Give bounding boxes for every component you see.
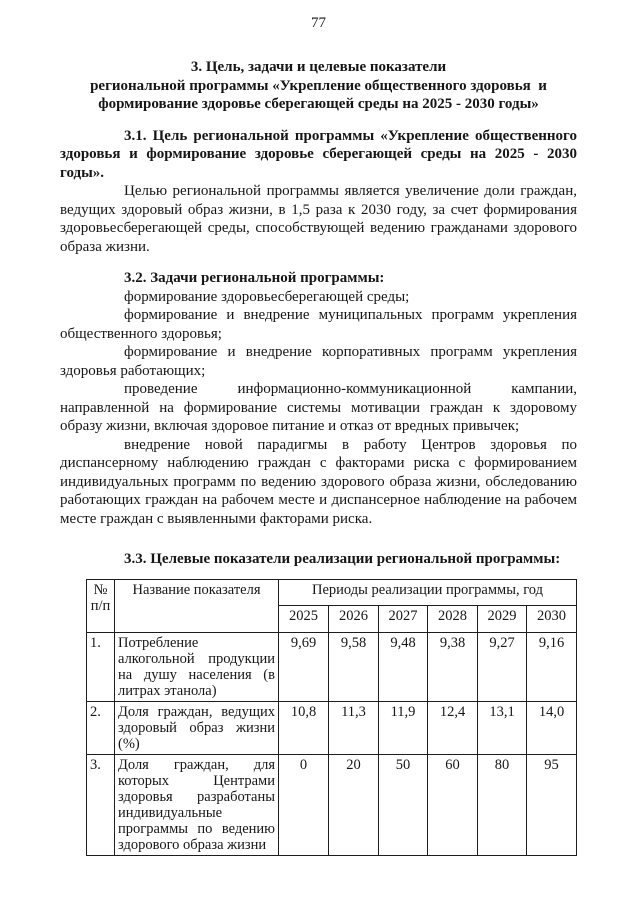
value-cell: 13,1 (478, 701, 527, 754)
value-cell: 9,16 (527, 632, 577, 701)
section-3-1-heading: 3.1. Цель региональной программы «Укрепление общественного здоровья и формирование здоровье сберегающей среды на 2025 - 2030 годы». (60, 127, 577, 181)
section-3-3-heading: 3.3. Целевые показатели реализации региональной программы: (124, 551, 561, 567)
title-line-2: региональной программы «Укрепление общественного здоровья и (90, 77, 547, 94)
year-header-2028: 2028 (428, 605, 478, 632)
num-column-header: № п/п (87, 579, 115, 632)
value-cell: 20 (329, 754, 379, 855)
targets-table (86, 579, 577, 856)
row-number-cell: 2. (87, 701, 115, 754)
value-cell: 10,8 (279, 701, 329, 754)
section-3-1-paragraph: Целью региональной программы является увеличение доли граждан, ведущих здоровый образ жизни, в 1,5 раза к 2030 году, за счет формирования здоровьесберегающей среды, способствующей ведению гражданами здорового образа жизни. (60, 183, 577, 255)
indicator-name-cell: Потребление алкогольной продукции на душу населения (в литрах этанола) (115, 632, 279, 701)
value-cell: 9,69 (279, 632, 329, 701)
task-item-4: проведение информационно-коммуникационной кампании, направленной на формирование системы мотивации граждан к здоровому образу жизни, включая здоровое питание и отказ от вредных привычек; (60, 381, 577, 434)
task-item-1: формирование здоровьесберегающей среды; (124, 288, 410, 305)
table-row-2 (87, 701, 577, 754)
value-cell: 9,38 (428, 632, 478, 701)
value-cell: 60 (428, 754, 478, 855)
value-cell: 95 (527, 754, 577, 855)
page-number: 77 (311, 15, 326, 31)
value-cell: 12,4 (428, 701, 478, 754)
year-header-2025: 2025 (279, 605, 329, 632)
year-header-2030: 2030 (527, 605, 577, 632)
year-header-2027: 2027 (379, 605, 428, 632)
value-cell: 11,9 (379, 701, 428, 754)
value-cell: 0 (279, 754, 329, 855)
periods-column-group-header: Периоды реализации программы, год (279, 579, 577, 605)
title-line-3: формирование здоровье сберегающей среды на 2025 - 2030 годы» (98, 96, 539, 112)
table-header-row (87, 579, 577, 605)
task-item-3: формирование и внедрение корпоративных программ укрепления здоровья работающих; (60, 344, 577, 379)
indicator-name-cell: Доля граждан, для которых Центрами здоровья разработаны индивидуальные программы по ведению здорового образа жизни (115, 754, 279, 855)
value-cell: 9,58 (329, 632, 379, 701)
year-header-2029: 2029 (478, 605, 527, 632)
table-row-1 (87, 632, 577, 701)
indicator-name-column-header: Название показателя (115, 579, 279, 632)
row-number-cell: 1. (87, 632, 115, 701)
value-cell: 11,3 (329, 701, 379, 754)
value-cell: 9,48 (379, 632, 428, 701)
value-cell: 80 (478, 754, 527, 855)
value-cell: 50 (379, 754, 428, 855)
row-number-cell: 3. (87, 754, 115, 855)
task-item-5: внедрение новой парадигмы в работу Центров здоровья по диспансерному наблюдению граждан с факторами риска с формированием индивидуальных программ по ведению здорового образа жизни, обследованию работающих граждан на рабочем месте и диспансерное наблюдение на рабочем месте граждан с выявленными факторами риска. (60, 436, 577, 527)
section-3-2-heading: 3.2. Задачи региональной программы: (124, 270, 385, 286)
value-cell: 14,0 (527, 701, 577, 754)
title-line-1: 3. Цель, задачи и целевые показатели (190, 59, 447, 75)
year-header-2026: 2026 (329, 605, 379, 632)
indicator-name-cell: Доля граждан, ведущих здоровый образ жизни (%) (115, 701, 279, 754)
table-row-3 (87, 754, 577, 855)
document-title (60, 58, 577, 114)
value-cell: 9,27 (478, 632, 527, 701)
task-item-2: формирование и внедрение муниципальных программ укрепления общественного здоровья; (60, 307, 577, 342)
